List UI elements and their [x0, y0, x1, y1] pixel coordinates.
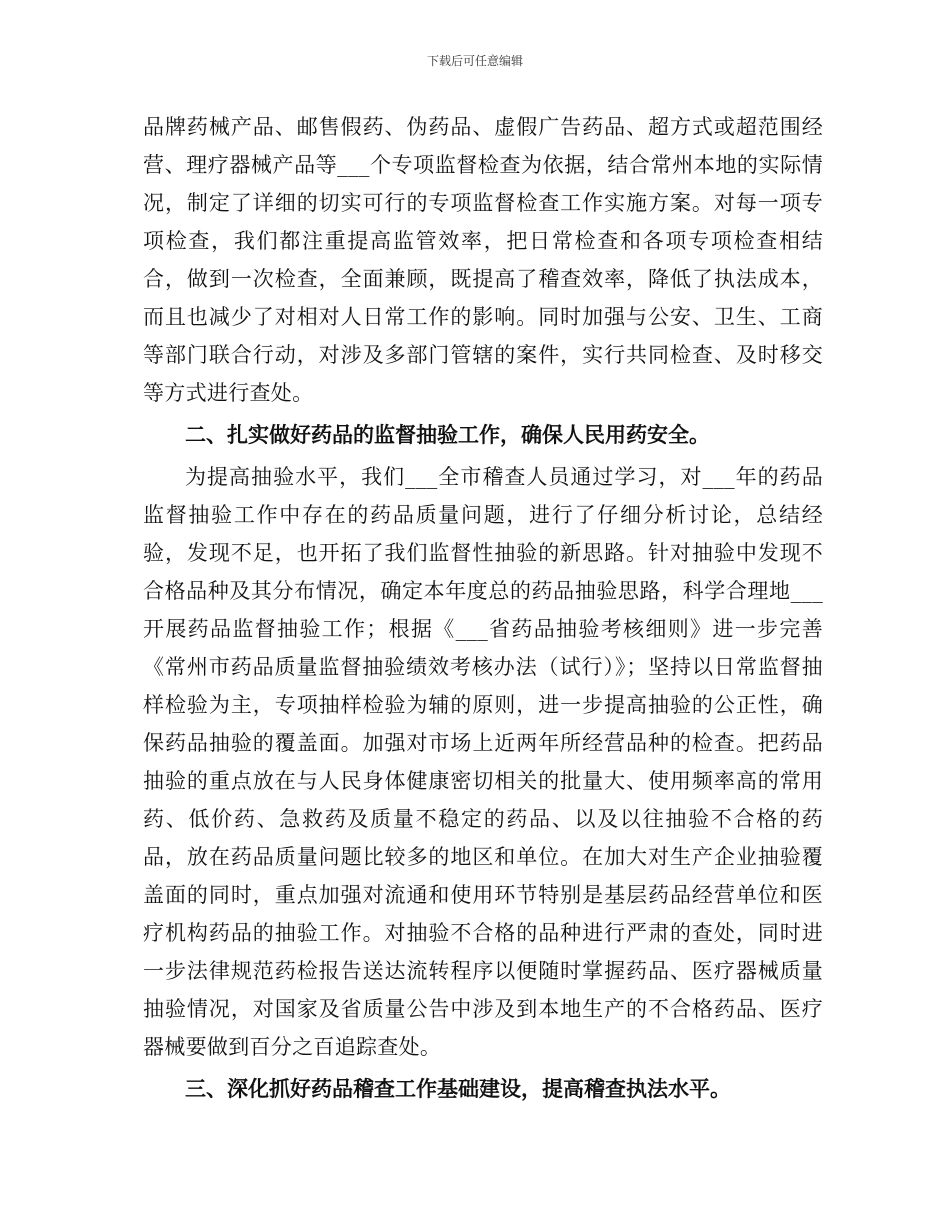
page-header: 下载后可任意编辑 [426, 54, 523, 68]
section-heading-2: 二、扎实做好药品的监督抽验工作，确保人民用药安全。 [185, 423, 710, 447]
paragraph-2: 为提高抽验水平，我们___全市稽查人员通过学习，对___年的药品监督抽验工作中存在的药品质量问题，进行了仔细分析讨论，总结经验，发现不足，也开拓了我们监督性抽验的新思路。针对抽验中发现不合格品种及其分布情况，确定本年度总的药品抽验思路，科学合理地___开展药品监督抽验工作；根据《___省药品抽验考核细则》进一步完善《常州市药品质量监督抽验绩效考核办法（试行）》；坚持以日常监督抽样检验为主，专项抽样检验为辅的原则，进一步提高抽验的公正性，确保药品抽验的覆盖面。加强对市场上近两年所经营品种的检查。把药品抽验的重点放在与人民身体健康密切相关的批量大、使用频率高的常用药、低价药、急救药及质量不稳定的药品、以及以往抽验不合格的药品，放在药品质量问题比较多的地区和单位。在加大对生产企业抽验覆盖面的同时，重点加强对流通和使用环节特别是基层药品经营单位和医疗机构药品的抽验工作。对抽验不合格的品种进行严肃的查处，同时进一步法律规范药检报告送达流转程序以便随时掌握药品、医疗器械质量抽验情况，对国家及省质量公告中涉及到本地生产的不合格药品、医疗器械要做到百分之百追踪查处。 [143, 465, 823, 1059]
paragraph-1: 品牌药械产品、邮售假药、伪药品、虚假广告药品、超方式或超范围经营、理疗器械产品等___个专项监督检查为依据，结合常州本地的实际情况，制定了详细的切实可行的专项监督检查工作实施方案。对每一项专项检查，我们都注重提高监管效率，把日常检查和各项专项检查相结合，做到一次检查，全面兼顾，既提高了稽查效率，降低了执法成本，而且也减少了对相对人日常工作的影响。同时加强与公安、卫生、工商等部门联合行动，对涉及多部门管辖的案件，实行共同检查、及时移交等方式进行查处。 [143, 115, 823, 405]
section-heading-3: 三、深化抓好药品稽查工作基础建设，提高稽查执法水平。 [185, 1077, 731, 1101]
document-body [143, 108, 823, 1112]
